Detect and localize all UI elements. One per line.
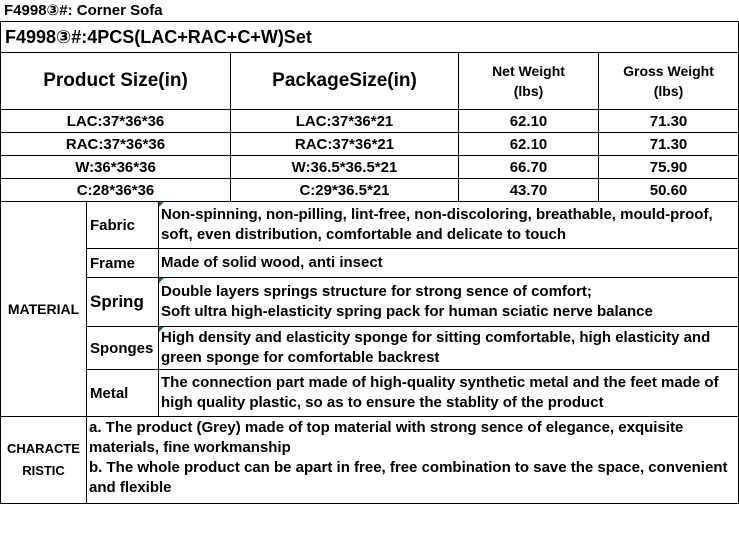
material-row-sponges <box>1 327 739 370</box>
gross-weight-cell: 75.90 <box>599 156 739 179</box>
package-size-cell: LAC:37*36*21 <box>231 110 459 133</box>
package-size-cell: W:36.5*36.5*21 <box>231 156 459 179</box>
gross-weight-header-line1: Gross Weight <box>623 63 714 79</box>
net-weight-header-line1: Net Weight <box>492 63 565 79</box>
header-row <box>1 53 739 110</box>
gross-weight-cell: 71.30 <box>599 133 739 156</box>
gross-weight-header <box>599 53 739 110</box>
package-size-cell: C:29*36.5*21 <box>231 179 459 202</box>
size-row-c <box>1 179 739 202</box>
net-weight-header-line2: (lbs) <box>513 83 544 99</box>
material-row-fabric <box>1 202 739 249</box>
characteristic-text <box>87 417 739 504</box>
net-weight-cell: 66.70 <box>459 156 599 179</box>
material-desc-frame: Made of solid wood, anti insect <box>159 249 739 278</box>
gross-weight-cell: 71.30 <box>599 110 739 133</box>
material-name-fabric: Fabric <box>87 202 159 249</box>
material-desc-metal: The connection part made of high-quality synthetic metal and the feet made of high quality plastic, so as to ensure the stablity of the product <box>159 370 739 417</box>
material-row-frame <box>1 249 739 278</box>
product-size-cell: LAC:37*36*36 <box>1 110 231 133</box>
characteristic-line-a: a. The product (Grey) made of top material with strong sence of elegance, exquisite materials, fine workmanship <box>89 419 684 456</box>
material-desc-spring <box>159 278 739 327</box>
product-size-cell: W:36*36*36 <box>1 156 231 179</box>
product-size-cell: RAC:37*36*36 <box>1 133 231 156</box>
material-name-metal: Metal <box>87 370 159 417</box>
net-weight-cell: 62.10 <box>459 110 599 133</box>
size-row-rac <box>1 133 739 156</box>
material-name-frame: Frame <box>87 249 159 278</box>
gross-weight-header-line2: (lbs) <box>653 83 684 99</box>
product-size-cell: C:28*36*36 <box>1 179 231 202</box>
net-weight-cell: 43.70 <box>459 179 599 202</box>
size-row-lac <box>1 110 739 133</box>
gross-weight-cell: 50.60 <box>599 179 739 202</box>
spring-desc-line2: Soft ultra high-elasticity spring pack for human sciatic nerve balance <box>161 303 653 320</box>
material-row-spring <box>1 278 739 327</box>
net-weight-header <box>459 53 599 110</box>
material-desc-sponges: High density and elasticity sponge for sitting comfortable, high elasticity and green sponge for comfortable backrest <box>159 327 739 370</box>
characteristic-line-b: b. The whole product can be apart in free, free combination to save the space, convenient and flexible <box>89 459 728 496</box>
characteristic-label <box>1 417 87 504</box>
spring-desc-line1: Double layers springs structure for strong sence of comfort; <box>161 283 592 300</box>
set-title: F4998③#:4PCS(LAC+RAC+C+W)Set <box>1 22 739 53</box>
characteristic-row <box>1 417 739 504</box>
product-spec-table <box>0 21 739 504</box>
page-title: F4998③#: Corner Sofa <box>4 2 163 19</box>
characteristic-label-line1: CHARACTE <box>7 441 80 456</box>
material-desc-fabric: Non-spinning, non-pilling, lint-free, non-discoloring, breathable, mould-proof, soft, even distribution, comfortable and delicate to touch <box>159 202 739 249</box>
material-row-metal <box>1 370 739 417</box>
package-size-header: PackageSize(in) <box>231 53 459 110</box>
material-name-spring: Spring <box>87 278 159 327</box>
characteristic-label-line2: RISTIC <box>22 463 65 478</box>
material-name-sponges: Sponges <box>87 327 159 370</box>
package-size-cell: RAC:37*36*21 <box>231 133 459 156</box>
material-label: MATERIAL <box>1 202 87 417</box>
product-size-header: Product Size(in) <box>1 53 231 110</box>
net-weight-cell: 62.10 <box>459 133 599 156</box>
size-row-w <box>1 156 739 179</box>
set-title-row <box>1 22 739 53</box>
